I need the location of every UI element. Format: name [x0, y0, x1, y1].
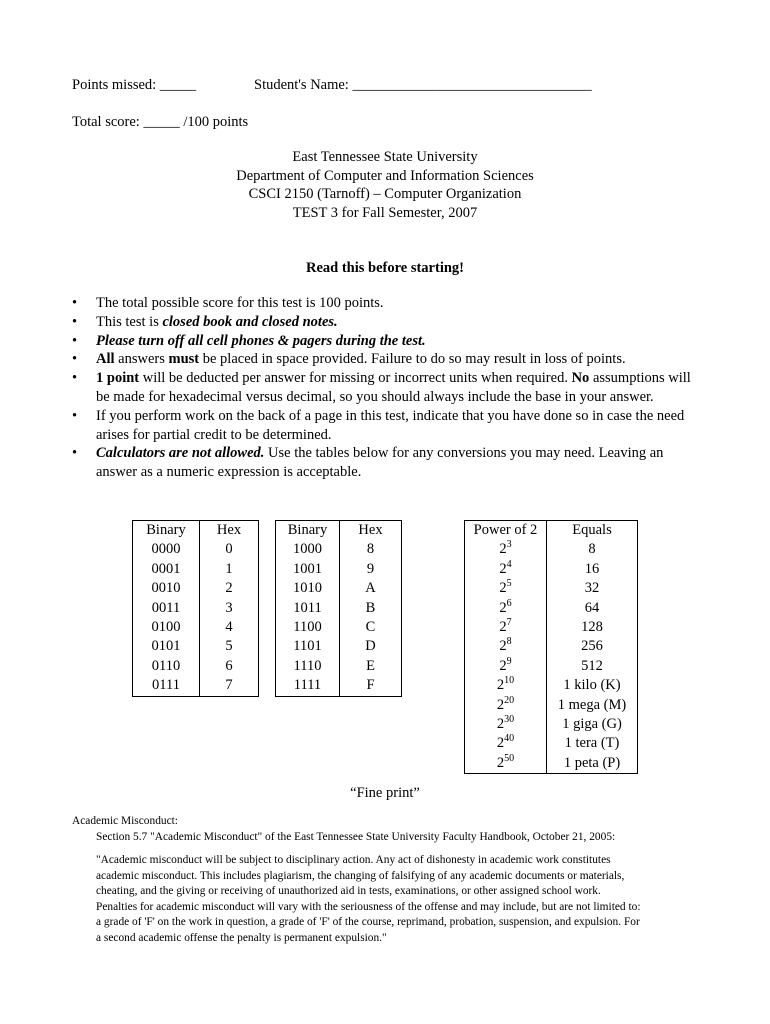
- power-cell: [465, 734, 547, 753]
- equals-cell: 1 tera (T): [547, 734, 638, 753]
- power-base: 2: [499, 541, 507, 558]
- power-cell: [465, 696, 547, 715]
- binary-hex-table-1: [132, 520, 259, 697]
- binary-cell: 1100: [276, 618, 340, 637]
- test-name: TEST 3 for Fall Semester, 2007: [292, 204, 478, 221]
- power-base: 2: [499, 657, 507, 674]
- equals-cell: 1 peta (P): [547, 754, 638, 774]
- quote-line: Penalties for academic misconduct will vary with the seriousness of the offense and may include, but are not limited to:: [96, 900, 641, 913]
- instruction-text: will be deducted per answer for missing or incorrect units when required.: [139, 370, 572, 387]
- table-row: [276, 599, 402, 618]
- instruction-text: The total possible score for this test is 100 points.: [96, 295, 384, 311]
- hex-cell: 5: [200, 637, 259, 656]
- column-header: Hex: [340, 521, 402, 541]
- table-row: [276, 637, 402, 656]
- power-cell: [465, 618, 547, 637]
- quote-line: "Academic misconduct will be subject to disciplinary action. Any act of dishonesty in academic work constitutes: [96, 854, 611, 866]
- instruction-item: [72, 444, 702, 482]
- power-exponent: 6: [506, 597, 512, 609]
- binary-cell: 1011: [276, 599, 340, 618]
- column-header: Equals: [547, 521, 638, 541]
- instructions-list: [72, 294, 702, 482]
- instruction-item: [72, 407, 702, 445]
- power-base: 2: [496, 696, 505, 713]
- hex-cell: 6: [200, 657, 259, 676]
- quote-line: a grade of 'F' on the work in question, a grade of 'F' of the course, reprimand, probation, suspension, and expulsion. For: [96, 916, 640, 929]
- quote-line: a second academic offense the penalty is permanent expulsion.": [96, 931, 387, 944]
- table-row: [133, 657, 259, 676]
- instruction-text: All: [96, 351, 115, 368]
- column-header: Power of 2: [465, 521, 547, 541]
- table-row: [465, 754, 638, 774]
- power-exponent: 10: [504, 675, 515, 687]
- table-row: [133, 540, 259, 559]
- power-exponent: 5: [506, 578, 512, 590]
- equals-cell: 8: [547, 540, 638, 559]
- equals-cell: 1 giga (G): [547, 715, 638, 734]
- table-row: [133, 637, 259, 656]
- hex-cell: 2: [200, 579, 259, 598]
- table-row: [465, 540, 638, 559]
- column-header: Hex: [200, 521, 259, 541]
- power-exponent: 20: [504, 694, 515, 706]
- table-row: [465, 657, 638, 676]
- hex-cell: 3: [200, 599, 259, 618]
- power-base: 2: [496, 754, 505, 771]
- binary-cell: 1010: [276, 579, 340, 598]
- hex-cell: B: [340, 599, 402, 618]
- binary-cell: 1001: [276, 560, 340, 579]
- instruction-text: closed book and closed notes.: [162, 313, 338, 330]
- power-cell: [465, 540, 547, 559]
- equals-cell: 128: [547, 618, 638, 637]
- power-cell: [465, 560, 547, 579]
- instruction-text: assumptions will be made for hexadecimal versus decimal, so you should always include the base in your answer.: [96, 370, 691, 405]
- binary-cell: 1101: [276, 637, 340, 656]
- power-exponent: 7: [506, 617, 512, 629]
- binary-cell: 1110: [276, 657, 340, 676]
- binary-cell: 1111: [276, 676, 340, 696]
- equals-cell: 256: [547, 637, 638, 656]
- binary-cell: 0001: [133, 560, 200, 579]
- total-score-field: Total score: _____ /100 points: [72, 114, 249, 130]
- power-cell: [465, 579, 547, 598]
- hex-cell: 9: [340, 560, 402, 579]
- quote-line: academic misconduct. This includes plagiarism, the changing of falsifying of any academic documents or materials,: [96, 869, 625, 882]
- title-block: [0, 148, 770, 222]
- table-row: [465, 696, 638, 715]
- quote-line: cheating, and the giving or receiving of unauthorized aid in tests, examinations, or other assigned school work.: [96, 885, 601, 898]
- power-cell: [465, 676, 547, 695]
- hex-cell: 0: [200, 540, 259, 559]
- table-row: [133, 599, 259, 618]
- table-row: [465, 637, 638, 656]
- power-cell: [465, 715, 547, 734]
- points-missed-field: Points missed: _____: [72, 77, 197, 93]
- table-row: [465, 715, 638, 734]
- power-base: 2: [496, 677, 505, 694]
- power-base: 2: [496, 716, 505, 733]
- table-row: [133, 676, 259, 696]
- university-name: East Tennessee State University: [292, 149, 478, 165]
- table-row: [465, 560, 638, 579]
- table-row: [133, 579, 259, 598]
- power-base: 2: [499, 580, 507, 597]
- hex-cell: 4: [200, 618, 259, 637]
- equals-cell: 1 kilo (K): [547, 676, 638, 695]
- power-base: 2: [496, 735, 505, 752]
- hex-cell: E: [340, 657, 402, 676]
- binary-cell: 0111: [133, 676, 200, 696]
- table-row: [276, 618, 402, 637]
- binary-cell: 1000: [276, 540, 340, 559]
- power-exponent: 30: [504, 714, 515, 726]
- instruction-item: [72, 350, 702, 369]
- binary-hex-table-2: [275, 520, 402, 697]
- instruction-text: be placed in space provided. Failure to do so may result in loss of points.: [199, 351, 626, 368]
- table-row: [133, 560, 259, 579]
- hex-cell: A: [340, 579, 402, 598]
- hex-cell: 1: [200, 560, 259, 579]
- hex-cell: D: [340, 637, 402, 656]
- table-row: [276, 657, 402, 676]
- hex-cell: 7: [200, 676, 259, 696]
- bullet-icon: •: [72, 351, 78, 368]
- fine-print-heading: “Fine print”: [350, 785, 420, 801]
- equals-cell: 16: [547, 560, 638, 579]
- equals-cell: 512: [547, 657, 638, 676]
- instruction-text: No: [571, 370, 590, 387]
- table-row: [276, 579, 402, 598]
- power-exponent: 8: [506, 636, 512, 648]
- instruction-item: [72, 313, 702, 332]
- hex-cell: 8: [340, 540, 402, 559]
- table-row: [465, 579, 638, 598]
- bullet-icon: •: [72, 313, 78, 330]
- table-row: [133, 618, 259, 637]
- binary-cell: 0101: [133, 637, 200, 656]
- binary-cell: 0000: [133, 540, 200, 559]
- column-header: Binary: [276, 521, 340, 541]
- table-row: [276, 540, 402, 559]
- table-row: [465, 676, 638, 695]
- bullet-icon: •: [72, 295, 78, 311]
- power-exponent: 50: [504, 752, 515, 764]
- department-name: Department of Computer and Information Sciences: [236, 167, 534, 184]
- student-name-field: Student's Name: _________________________________: [254, 77, 592, 93]
- power-exponent: 9: [506, 655, 512, 667]
- instruction-text: 1 point: [96, 370, 140, 387]
- instruction-text: Calculators are not allowed.: [96, 445, 265, 462]
- power-exponent: 40: [504, 733, 515, 745]
- instructions-heading: Read this before starting!: [305, 260, 464, 276]
- equals-cell: 64: [547, 599, 638, 618]
- power-of-two-table: [464, 520, 638, 774]
- power-exponent: 3: [506, 539, 512, 551]
- bullet-icon: •: [72, 445, 78, 462]
- power-cell: [465, 599, 547, 618]
- instruction-text: Please turn off all cell phones & pagers during the test.: [96, 332, 426, 349]
- power-cell: [465, 637, 547, 656]
- equals-cell: 1 mega (M): [547, 696, 638, 715]
- misconduct-quote: [96, 853, 641, 947]
- power-base: 2: [499, 638, 507, 655]
- instruction-item: [72, 294, 702, 313]
- binary-cell: 0100: [133, 618, 200, 637]
- table-row: [465, 734, 638, 753]
- power-exponent: 4: [506, 558, 512, 570]
- section-reference: Section 5.7 "Academic Misconduct" of the East Tennessee State University Faculty Handbook, October 21, 2005:: [96, 831, 616, 843]
- table-row: [276, 560, 402, 579]
- binary-cell: 0010: [133, 579, 200, 598]
- table-row: [465, 618, 638, 637]
- instruction-text: answers: [114, 351, 169, 368]
- equals-cell: 32: [547, 579, 638, 598]
- binary-cell: 0011: [133, 599, 200, 618]
- column-header: Binary: [133, 521, 200, 541]
- instruction-item: [72, 369, 702, 407]
- bullet-icon: •: [72, 332, 78, 349]
- instruction-text: This test is: [96, 313, 163, 330]
- hex-cell: C: [340, 618, 402, 637]
- table-row: [465, 599, 638, 618]
- table-row: [276, 676, 402, 696]
- academic-misconduct-label: Academic Misconduct:: [72, 815, 178, 827]
- binary-cell: 0110: [133, 657, 200, 676]
- power-base: 2: [499, 599, 507, 616]
- instruction-text: If you perform work on the back of a page in this test, indicate that you have done so in case the need arises for partial credit to be determined.: [96, 407, 685, 443]
- bullet-icon: •: [72, 370, 78, 387]
- power-base: 2: [499, 560, 507, 577]
- instruction-text: Use the tables below for any conversions you may need. Leaving an answer as a numeric expression is acceptable.: [96, 445, 664, 481]
- instruction-item: [72, 332, 702, 351]
- power-cell: [465, 754, 547, 774]
- bullet-icon: •: [72, 407, 78, 424]
- course-name: CSCI 2150 (Tarnoff) – Computer Organization: [248, 186, 522, 202]
- instruction-text: must: [168, 351, 200, 368]
- power-base: 2: [499, 619, 507, 636]
- power-cell: [465, 657, 547, 676]
- hex-cell: F: [340, 676, 402, 696]
